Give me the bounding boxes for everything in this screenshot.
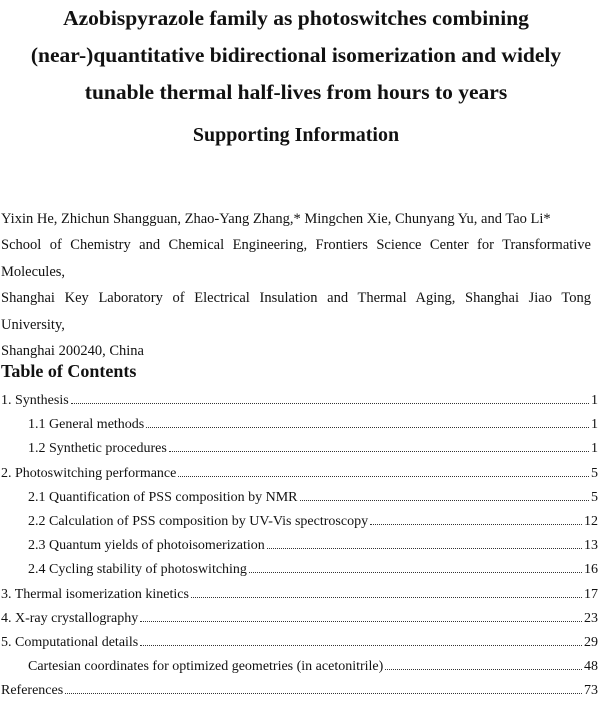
affiliation-line: Shanghai Key Laboratory of Electrical Insulation and Thermal Aging, Shanghai Jiao Tong University, — [1, 290, 591, 333]
toc-entry[interactable] — [1, 683, 598, 707]
toc-page-number: 17 — [584, 586, 598, 602]
toc-entry[interactable] — [1, 490, 598, 514]
toc-entry-title: 5. Computational details — [1, 634, 139, 650]
supporting-info-heading: Supporting Information — [192, 124, 400, 146]
toc-page-number: 1 — [591, 393, 598, 408]
title-line: tunable thermal half-lives from hours to years — [84, 80, 508, 104]
toc-leader-dots — [300, 490, 590, 501]
toc-page-number: 48 — [584, 659, 598, 675]
toc-leader-dots — [385, 659, 582, 670]
toc-entry-title: 1.1 General methods — [28, 417, 145, 433]
toc-leader-dots — [71, 393, 589, 404]
toc-page-number: 23 — [584, 610, 598, 626]
toc-page-number: 5 — [591, 465, 598, 481]
toc-page-number: 12 — [584, 513, 598, 529]
toc-page-number: 1 — [591, 441, 598, 457]
title-line: Azobispyrazole family as photoswitches combining — [63, 6, 529, 30]
toc-entry[interactable] — [1, 659, 598, 683]
toc-entry-title: 2.3 Quantum yields of photoisomerization — [28, 538, 265, 554]
table-of-contents — [1, 393, 598, 707]
toc-entry-title: 1. Synthesis — [1, 393, 69, 408]
toc-page-number: 16 — [584, 562, 598, 578]
toc-leader-dots — [249, 562, 582, 573]
toc-entry-title: 2.4 Cycling stability of photoswitching — [28, 562, 247, 578]
toc-entry[interactable] — [1, 417, 598, 441]
toc-heading: Table of Contents — [1, 361, 137, 381]
affiliation — [1, 232, 591, 365]
toc-leader-dots — [65, 683, 582, 694]
toc-entry[interactable] — [1, 611, 598, 635]
toc-entry-title: 2. Photoswitching performance — [1, 465, 177, 481]
toc-leader-dots — [267, 538, 582, 549]
toc-leader-dots — [140, 635, 582, 646]
toc-entry[interactable] — [1, 441, 598, 465]
author-list: Yixin He, Zhichun Shangguan, Zhao-Yang Zhang,* Mingchen Xie, Chunyang Yu, and Tao Li* — [1, 211, 551, 227]
toc-entry[interactable] — [1, 538, 598, 562]
toc-leader-dots — [140, 611, 582, 622]
toc-entry[interactable] — [1, 635, 598, 659]
toc-entry[interactable] — [1, 393, 598, 417]
affiliation-line: School of Chemistry and Chemical Engineering, Frontiers Science Center for Transformative Molecules, — [1, 237, 591, 280]
toc-page-number: 13 — [584, 538, 598, 554]
toc-leader-dots — [146, 417, 589, 428]
toc-entry-title: 1.2 Synthetic procedures — [28, 441, 167, 457]
toc-entry-title: 3. Thermal isomerization kinetics — [1, 586, 189, 602]
toc-entry-title: 2.1 Quantification of PSS composition by NMR — [28, 489, 298, 505]
toc-entry[interactable] — [1, 514, 598, 538]
toc-leader-dots — [178, 466, 589, 477]
toc-entry[interactable] — [1, 466, 598, 490]
toc-leader-dots — [169, 441, 589, 452]
toc-leader-dots — [191, 587, 582, 598]
toc-page-number: 1 — [591, 417, 598, 433]
toc-page-number: 73 — [584, 683, 598, 699]
toc-entry[interactable] — [1, 562, 598, 586]
toc-entry-title: Cartesian coordinates for optimized geometries (in acetonitrile) — [28, 659, 384, 675]
toc-leader-dots — [370, 514, 582, 525]
toc-entry-title: 4. X-ray crystallography — [1, 610, 139, 626]
toc-page-number: 29 — [584, 634, 598, 650]
paper-title — [0, 0, 592, 111]
toc-entry[interactable] — [1, 587, 598, 611]
toc-entry-title: References — [1, 683, 64, 699]
toc-page-number: 5 — [591, 489, 598, 505]
toc-entry-title: 2.2 Calculation of PSS composition by UV-Vis spectroscopy — [28, 513, 369, 529]
affiliation-line: Shanghai 200240, China — [1, 343, 144, 359]
title-line: (near-)quantitative bidirectional isomerization and widely — [30, 43, 562, 67]
